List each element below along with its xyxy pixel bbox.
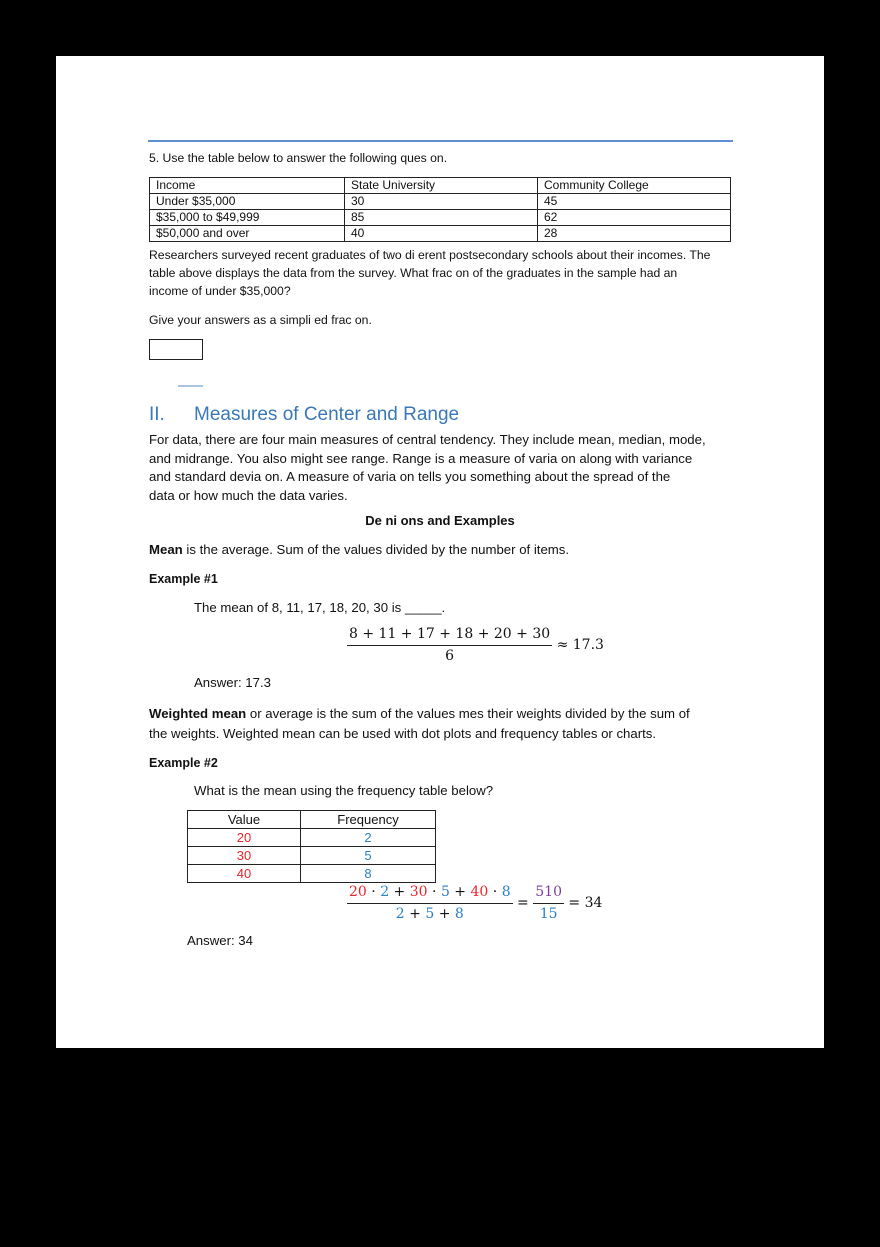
section-title: Measures of Center and Range (194, 404, 460, 425)
equals-sign: = (512, 895, 534, 911)
table-row (188, 829, 436, 847)
weighted-mean-definition (149, 704, 690, 744)
income-table (149, 177, 731, 242)
intro-line: and midrange. You also might see range. Range is a measure of varia on along with variance (149, 450, 693, 466)
example-1-prompt: The mean of 8, 11, 17, 18, 20, 30 is _____. (194, 600, 446, 615)
formula-token: · (366, 884, 381, 900)
question-instruction: Give your answers as a simpli ed frac on. (149, 313, 372, 327)
sum-fraction (533, 884, 564, 922)
short-divider (178, 385, 203, 387)
weighted-definition-line: or average is the sum of the values mes their weights divided by the sum of (246, 706, 690, 721)
table-row (188, 865, 436, 883)
sum-denominator: 15 (539, 906, 558, 922)
table-cell: 40 (345, 226, 538, 242)
description-line: table above displays the data from the survey. What frac on of the graduates in the sample had an (149, 266, 678, 280)
table-cell: 30 (345, 194, 538, 210)
formula-token: 5 (440, 884, 450, 900)
value-cell: 40 (188, 865, 301, 883)
table-cell: $50,000 and over (150, 226, 345, 242)
formula-token: 5 (425, 906, 435, 922)
formula-token: 30 (409, 884, 428, 900)
answer-input-box[interactable] (149, 339, 203, 360)
section-intro (149, 431, 706, 505)
table-header-row (188, 811, 436, 829)
formula-token: 8 (454, 906, 464, 922)
formula-token: 2 (380, 884, 390, 900)
example-2-label: Example #2 (149, 756, 218, 770)
description-line: Researchers surveyed recent graduates of two di erent postsecondary schools about their incomes. The (149, 248, 711, 262)
section-heading (149, 404, 459, 426)
formula-token: · (427, 884, 441, 900)
example-1-answer: Answer: 17.3 (194, 675, 271, 690)
frequency-cell: 8 (301, 865, 436, 883)
formula-token: 8 (501, 884, 511, 900)
table-header-row (150, 178, 731, 194)
intro-line: and standard devia on. A measure of varia on tells you something about the spread of the (149, 469, 671, 484)
table-header: Frequency (301, 811, 436, 829)
value-cell: 30 (188, 847, 301, 865)
formula-token: + (449, 884, 471, 900)
table-header: Income (150, 178, 345, 194)
mean-fraction (347, 626, 552, 664)
mean-definition-text: is the average. Sum of the values divided by the number of items. (182, 542, 570, 557)
table-cell: 28 (538, 226, 731, 242)
weighted-fraction (347, 884, 513, 922)
question-description (149, 246, 710, 300)
example-2-prompt: What is the mean using the frequency table below? (194, 783, 494, 798)
weighted-result: = 34 (563, 895, 603, 911)
table-row (150, 226, 731, 242)
mean-denominator: 6 (445, 648, 455, 664)
table-header: Value (188, 811, 301, 829)
formula-token: + (404, 906, 426, 922)
question-prompt: 5. Use the table below to answer the following ques on. (149, 151, 448, 165)
table-header: State University (345, 178, 538, 194)
header-rule (148, 140, 733, 142)
definitions-subtitle: De ni ons and Examples (365, 513, 515, 528)
weighted-mean-formula (347, 884, 602, 922)
formula-token: 2 (395, 906, 405, 922)
intro-line: data or how much the data varies. (149, 487, 348, 503)
weighted-numerator (347, 884, 513, 904)
mean-result: ≈ 17.3 (556, 637, 604, 653)
formula-token: 20 (349, 884, 367, 900)
table-cell: 85 (345, 210, 538, 226)
weighted-mean-term: Weighted mean (149, 706, 247, 721)
frequency-table (187, 810, 436, 883)
mean-formula (347, 626, 604, 664)
formula-token: · (488, 884, 502, 900)
table-row (150, 194, 731, 210)
table-row (188, 847, 436, 865)
table-cell: 62 (538, 210, 731, 226)
value-cell: 20 (188, 829, 301, 847)
table-cell: $35,000 to $49,999 (150, 210, 345, 226)
example-2-answer: Answer: 34 (187, 933, 253, 948)
intro-line: For data, there are four main measures of central tendency. They include mean, median, mode, (149, 432, 706, 447)
mean-term: Mean (149, 542, 183, 557)
document-page (56, 56, 824, 1048)
formula-token: + (434, 906, 455, 922)
table-cell: 45 (538, 194, 731, 210)
mean-definition (149, 541, 569, 560)
section-number: II. (149, 404, 165, 425)
weighted-definition-line: the weights. Weighted mean can be used with dot plots and frequency tables or charts. (149, 726, 657, 741)
table-row (150, 210, 731, 226)
description-line: income of under $35,000? (149, 284, 291, 298)
frequency-cell: 5 (301, 847, 436, 865)
mean-numerator: 8 + 11 + 17 + 18 + 20 + 30 (347, 626, 552, 646)
weighted-denominator (347, 904, 513, 922)
table-cell: Under $35,000 (150, 194, 345, 210)
formula-token: + (389, 884, 410, 900)
frequency-cell: 2 (301, 829, 436, 847)
example-1-label: Example #1 (149, 572, 218, 586)
sum-numerator: 510 (533, 884, 564, 904)
formula-token: 40 (470, 884, 489, 900)
table-header: Community College (538, 178, 731, 194)
